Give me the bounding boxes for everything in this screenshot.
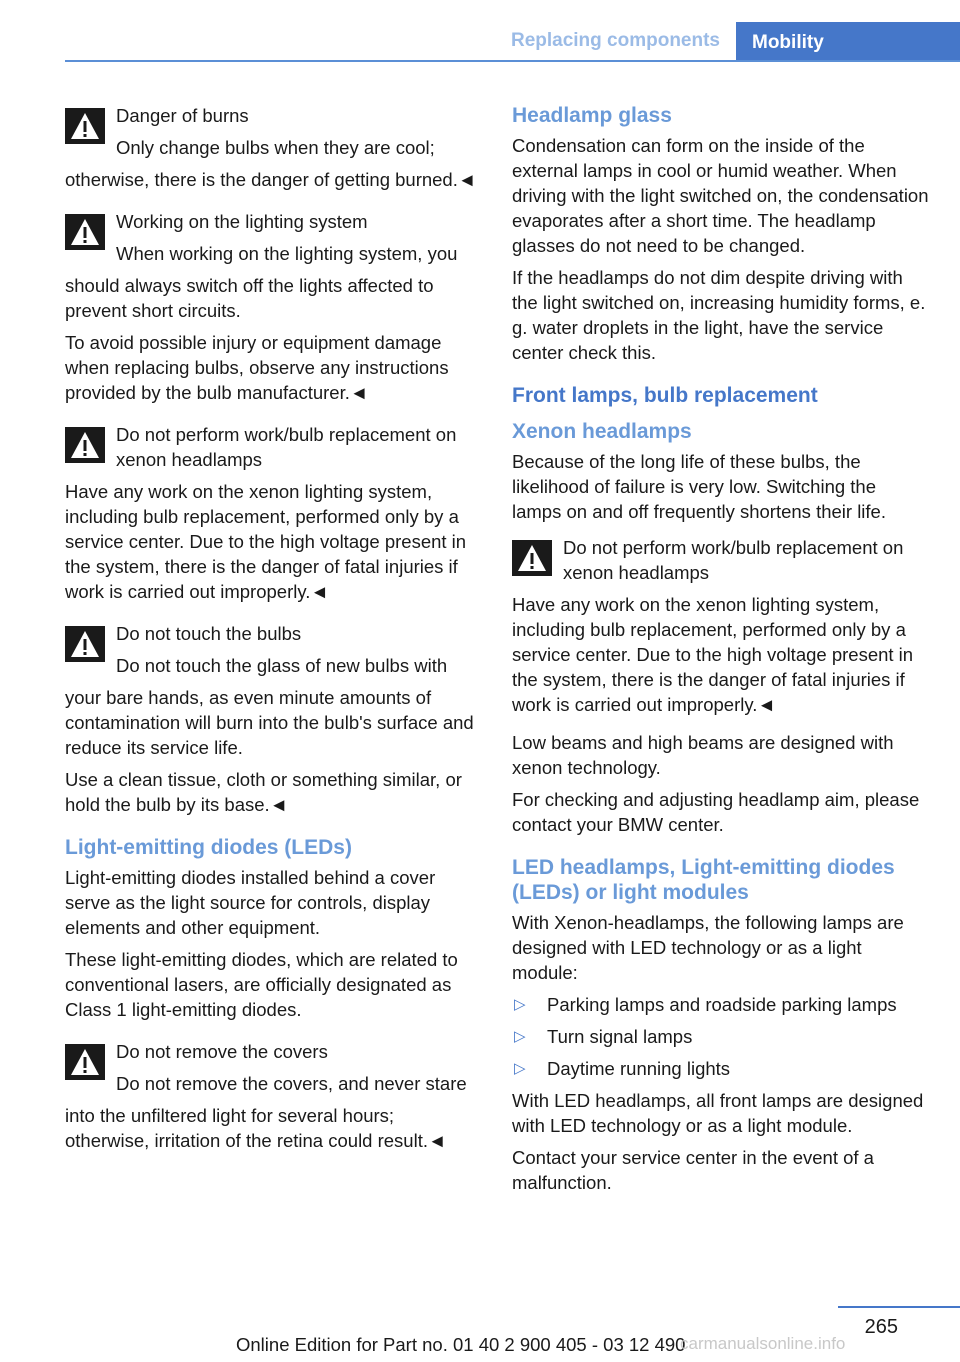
warning-text: Do not touch the glass of new bulbs with	[116, 655, 448, 676]
warning-text: Have any work on the xenon lighting system, including bulb replacement, performed only by a service center. Due to the high voltage present in the system, there is the danger of fatal injuries if work is carried out improperly.◄	[512, 594, 914, 715]
paragraph: These light-emitting diodes, which are related to conventional lasers, are officially designated as Class 1 light-emitting diodes.	[65, 949, 458, 1020]
paragraph: Because of the long life of these bulbs, the likelihood of failure is very low. Switching the lamps on and off frequently shortens their life.	[512, 451, 886, 522]
paragraph: With Xenon-headlamps, the following lamps are designed with LED technology or as a light module:	[512, 912, 904, 983]
warning-text: When working on the lighting system, you	[116, 243, 458, 264]
warning-title: Do not remove the covers	[116, 1041, 328, 1062]
warning-triangle-icon	[65, 108, 105, 144]
warning-triangle-icon	[65, 626, 105, 662]
footer-rule	[838, 1306, 960, 1308]
warning-text: Do not remove the covers, and never stare	[116, 1073, 467, 1094]
watermark: carmanualsonline.info	[680, 1334, 846, 1353]
warning-xenon-right	[512, 535, 930, 717]
paragraph: If the headlamps do not dim despite driving with the light switched on, increasing humidity forms, e. g. water droplets in the light, have the service center check this.	[512, 267, 926, 363]
warning-burns	[65, 103, 483, 192]
warning-text-2: Use a clean tissue, cloth or something similar, or hold the bulb by its base.◄	[65, 769, 462, 815]
warning-title: Do not perform work/bulb replacement on xenon headlamps	[563, 537, 904, 583]
heading-headlamp-glass: Headlamp glass	[512, 104, 672, 127]
paragraph: Contact your service center in the event of a malfunction.	[512, 1147, 874, 1193]
paragraph: Condensation can form on the inside of the external lamps in cool or humid weather. When driving with the light switched on, the condensation evaporates after a short time. The headlamp glasses do not need to be changed.	[512, 135, 929, 256]
warning-xenon	[65, 422, 483, 604]
list-item: ▷ Parking lamps and roadside parking lamps	[514, 994, 897, 1015]
warning-text-cont: should always switch off the lights affected to prevent short circuits.	[65, 275, 434, 321]
warning-title: Do not touch the bulbs	[116, 623, 302, 644]
header-section-title: Replacing components	[510, 30, 720, 51]
warning-title: Danger of burns	[116, 105, 249, 126]
warning-text-cont: into the unfiltered light for several hours; otherwise, irritation of the retina could result.◄	[65, 1105, 447, 1151]
paragraph: Low beams and high beams are designed with xenon technology.	[512, 732, 894, 778]
warning-triangle-icon	[65, 214, 105, 250]
bullet-arrow-icon: ▷	[514, 1028, 526, 1045]
list-item: ▷ Turn signal lamps	[514, 1026, 693, 1047]
warning-triangle-icon	[65, 1044, 105, 1080]
page-number: 265	[864, 1316, 898, 1338]
warning-triangle-icon	[512, 540, 552, 576]
edition-text: Online Edition for Part no. 01 40 2 900 405 - 03 12 490	[236, 1334, 686, 1355]
heading-front-lamps: Front lamps, bulb replacement	[512, 384, 818, 407]
heading-xenon-headlamps: Xenon headlamps	[512, 420, 692, 443]
warning-text: Only change bulbs when they are cool;	[116, 137, 435, 158]
bullet-arrow-icon: ▷	[514, 1060, 526, 1077]
paragraph: Light-emitting diodes installed behind a cover serve as the light source for controls, display elements and other equipment.	[65, 867, 436, 938]
heading-leds: Light-emitting diodes (LEDs)	[65, 836, 352, 859]
warning-title: Do not perform work/bulb replacement on xenon headlamps	[116, 424, 457, 470]
warning-title: Working on the lighting system	[116, 211, 368, 232]
warning-covers	[65, 1039, 483, 1153]
right-column	[512, 103, 930, 1202]
warning-text-cont: your bare hands, as even minute amounts of contamination will burn into the bulb's surface and reduce its service life.	[65, 687, 474, 758]
heading-led-headlamps: LED headlamps, Light-emitting diodes (LEDs) or light modules	[512, 856, 895, 904]
warning-text-2: To avoid possible injury or equipment damage when replacing bulbs, observe any instructions provided by the bulb manufacturer.◄	[65, 332, 449, 403]
bullet-list	[512, 992, 930, 1081]
paragraph: For checking and adjusting headlamp aim, please contact your BMW center.	[512, 789, 920, 835]
warning-touch-bulbs	[65, 621, 483, 817]
paragraph: With LED headlamps, all front lamps are designed with LED technology or as a light module.	[512, 1090, 924, 1136]
header-rule	[65, 60, 960, 62]
bullet-arrow-icon: ▷	[514, 996, 526, 1013]
header-tab-mobility[interactable]: Mobility	[736, 22, 960, 62]
warning-triangle-icon	[65, 427, 105, 463]
warning-lighting-system	[65, 209, 483, 405]
left-column	[65, 103, 483, 1160]
warning-text-cont: otherwise, there is the danger of getting burned.◄	[65, 169, 477, 190]
list-item: ▷ Daytime running lights	[514, 1058, 731, 1079]
warning-text: Have any work on the xenon lighting system, including bulb replacement, performed only by a service center. Due to the high voltage present in the system, there is the danger of fatal injuries if work is carried out improperly.◄	[65, 481, 467, 602]
